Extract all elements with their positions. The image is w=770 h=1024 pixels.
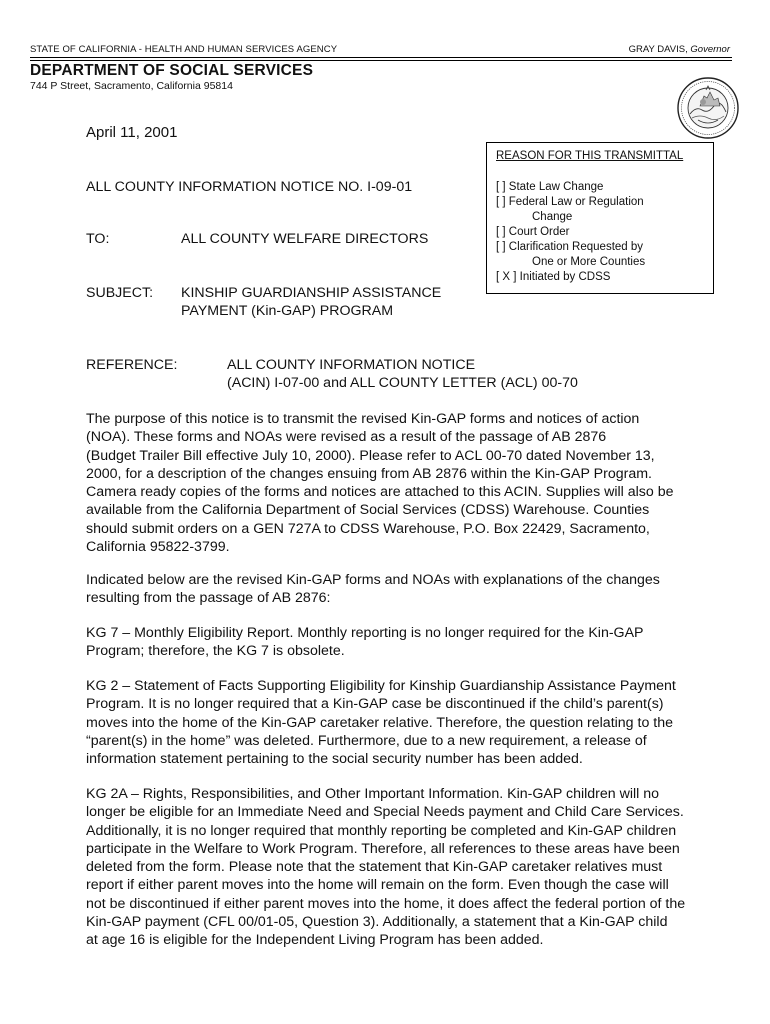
paragraph-purpose (86, 410, 726, 556)
subject-line: KINSHIP GUARDIANSHIP ASSISTANCE (181, 285, 442, 301)
paragraph-line: California 95822-3799. (86, 539, 230, 556)
header-rule (30, 57, 732, 58)
paragraph-line: information statement pertaining to the social security number has been added. (86, 751, 583, 768)
paragraph-line: 2000, for a description of the changes ensuing from AB 2876 within the Kin-GAP Program. (86, 465, 652, 482)
agency-header: STATE OF CALIFORNIA - HEALTH AND HUMAN SERVICES AGENCY (30, 44, 338, 55)
reference-line: (ACIN) I-07-00 and ALL COUNTY LETTER (ACL) 00-70 (227, 375, 578, 392)
paragraph-line: not be discontinued if either parent moves into the home, it does affect the federal portion of the (86, 895, 686, 912)
subject-line: PAYMENT (Kin-GAP) PROGRAM (181, 303, 394, 320)
subject-value (181, 284, 481, 321)
subject-label: SUBJECT: (86, 285, 154, 301)
reference-line: ALL COUNTY INFORMATION NOTICE (227, 357, 476, 373)
paragraph-kg7 (86, 624, 726, 661)
paragraph-line: Additionally, it is no longer required that monthly reporting be completed and Kin-GAP children (86, 822, 677, 839)
paragraph-line: moves into the home of the Kin-GAP caretaker relative. Therefore, the question relating to the (86, 714, 674, 731)
governor-line (629, 44, 730, 55)
transmittal-item: [ ] State Law Change (496, 181, 604, 193)
governor-title: Governor (690, 44, 730, 55)
paragraph-line: Kin-GAP payment (CFL 00/01-05, Question 3). Additionally, a statement that a Kin-GAP child (86, 914, 668, 931)
paragraph-kg2 (86, 677, 726, 768)
department-title: DEPARTMENT OF SOCIAL SERVICES (30, 62, 314, 79)
paragraph-line: Program; therefore, the KG 7 is obsolete. (86, 643, 345, 660)
paragraph-line: (Budget Trailer Bill effective July 10, 2000). Please refer to ACL 00-70 dated November 13, (86, 447, 655, 464)
paragraph-line: KG 7 – Monthly Eligibility Report. Monthly reporting is no longer required for the Kin-GAP (86, 625, 644, 641)
paragraph-line: KG 2 – Statement of Facts Supporting Eligibility for Kinship Guardianship Assistance Payment (86, 678, 676, 694)
transmittal-list (496, 180, 645, 285)
reference-label: REFERENCE: (86, 357, 178, 373)
paragraph-intro-list (86, 571, 726, 608)
paragraph-line: The purpose of this notice is to transmit the revised Kin-GAP forms and notices of action (86, 411, 640, 427)
paragraph-line: deleted from the form. Please note that the statement that Kin-GAP caretaker relatives must (86, 859, 663, 876)
paragraph-line: Camera ready copies of the forms and notices are attached to this ACIN. Supplies will also be (86, 484, 674, 501)
paragraph-line: “parent(s) in the home” was deleted. Furthermore, due to a new requirement, a release of (86, 732, 647, 749)
notice-number: ALL COUNTY INFORMATION NOTICE NO. I-09-01 (86, 179, 413, 195)
paragraph-line: should submit orders on a GEN 727A to CDSS Warehouse, P.O. Box 22429, Sacramento, (86, 520, 650, 537)
paragraph-line: report if either parent moves into the home will remain on the form. Even though the case will (86, 877, 669, 894)
paragraph-line: (NOA). These forms and NOAs were revised as a result of the passage of AB 2876 (86, 429, 607, 446)
paragraph-line: longer be eligible for an Immediate Need and Special Needs payment and Child Care Services. (86, 804, 684, 821)
transmittal-item: [ ] Clarification Requested by (496, 241, 644, 253)
paragraph-line: Program. It is no longer required that a Kin-GAP case be discontinued if the child’s parent(s) (86, 696, 664, 713)
reference-value (227, 356, 647, 393)
state-seal-icon (676, 76, 740, 140)
letter-date: April 11, 2001 (86, 124, 178, 141)
transmittal-item: Change (532, 211, 573, 223)
paragraph-line: participate in the Welfare to Work Program. Therefore, all references to these areas have been (86, 840, 680, 857)
department-address: 744 P Street, Sacramento, California 95814 (30, 80, 233, 92)
paragraph-line: KG 2A – Rights, Responsibilities, and Other Important Information. Kin-GAP children will no (86, 786, 660, 802)
header-rule-thin (30, 60, 732, 61)
paragraph-line: resulting from the passage of AB 2876: (86, 590, 331, 607)
transmittal-item: [ ] Federal Law or Regulation (496, 196, 644, 208)
transmittal-reason-box (486, 142, 714, 294)
transmittal-heading: REASON FOR THIS TRANSMITTAL (496, 150, 684, 162)
paragraph-line: available from the California Department of Social Services (CDSS) Warehouse. Counties (86, 502, 650, 519)
paragraph-line: Indicated below are the revised Kin-GAP forms and NOAs with explanations of the changes (86, 572, 660, 588)
transmittal-item: [ X ] Initiated by CDSS (496, 271, 611, 283)
transmittal-item: One or More Counties (532, 256, 646, 268)
paragraph-line: at age 16 is eligible for the Independent Living Program has been added. (86, 932, 544, 949)
to-label: TO: (86, 231, 110, 247)
governor-name: GRAY DAVIS, (628, 44, 688, 55)
to-value: ALL COUNTY WELFARE DIRECTORS (181, 231, 429, 247)
transmittal-item: [ ] Court Order (496, 226, 570, 238)
paragraph-kg2a (86, 785, 726, 950)
